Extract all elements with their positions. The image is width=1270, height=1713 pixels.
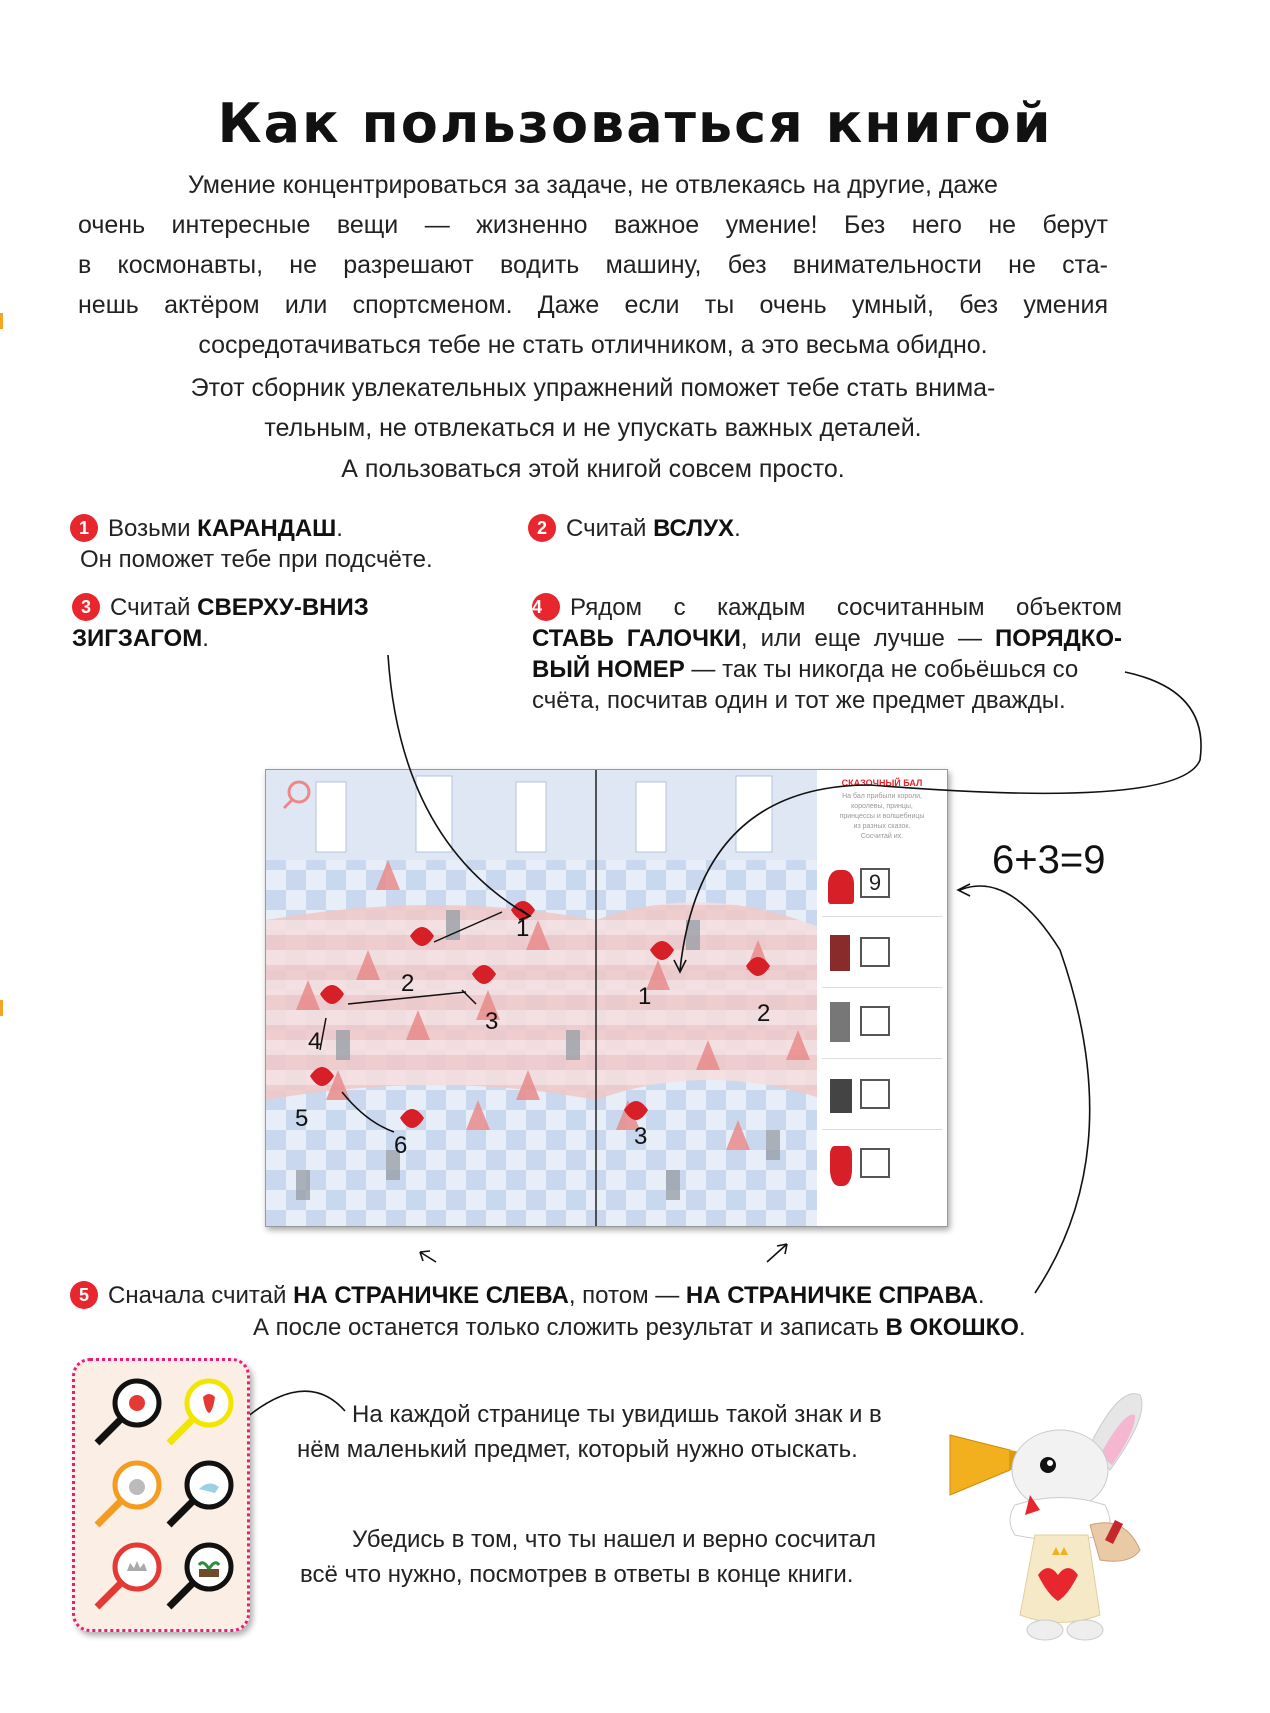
equation: 6+3=9 (992, 838, 1106, 882)
step-number-badge: 4 (532, 593, 560, 621)
panel-text: На бал прибыли короли, королевы, принцы, принцессы и волшебницы из разных сказок. Сосчитай их. (839, 793, 925, 840)
step-2: 2 Считай ВСЛУХ. (528, 513, 928, 544)
crown-icon (97, 1545, 159, 1607)
page-title: Как пользоваться книгой (217, 92, 1053, 155)
mouse-icon (97, 1463, 159, 1525)
count-label: 3 (634, 1123, 648, 1150)
count-label: 4 (308, 1028, 322, 1055)
count-label: 2 (401, 970, 415, 997)
step-number-badge: 1 (70, 514, 98, 542)
intro-line-4: нешь актёром или спортсменом. Даже если ты очень умный, без умения (78, 291, 1108, 319)
count-label: 3 (485, 1008, 499, 1035)
note-answers: Убедись в том, что ты нашел и верно сосчитал всё что нужно, посмотрев в ответы в конце книги. (300, 1526, 877, 1588)
intro-line-2: очень интересные вещи — жизненно важное умение! Без него не берут (78, 211, 1108, 239)
step-number-badge: 3 (72, 593, 100, 621)
arrow-step4 (680, 672, 1201, 970)
intro-line-1: Умение концентрироваться за задаче, не отвлекаясь на другие, даже (188, 171, 998, 199)
step-number-badge: 2 (528, 514, 556, 542)
count-label: 1 (516, 915, 530, 942)
intro-line-3: в космонавты, не разрешают водить машину, без внимательности не ста- (78, 251, 1108, 279)
magnifier-sign-card (72, 1358, 250, 1632)
magnifier-grid (75, 1361, 247, 1629)
intro-line-8: А пользоваться этой книгой совсем просто. (341, 455, 845, 483)
count-label: 1 (638, 983, 652, 1010)
count-label: 6 (394, 1132, 408, 1159)
arrow-sum (960, 886, 1090, 1293)
step-5-line-2: А после останется только сложить результат и записать В ОКОШКО. (253, 1314, 1026, 1341)
answer-box[interactable]: 9 (860, 868, 890, 898)
intro-line-7: тельным, не отвлекаться и не упускать важных деталей. (264, 414, 922, 442)
intro-line-6: Этот сборник увлекательных упражнений поможет тебе стать внима- (190, 374, 996, 402)
sprout-icon (169, 1545, 231, 1607)
arrow-step3 (388, 655, 528, 915)
intro-line-5: сосредотачиваться тебе не стать отличником, а это весьма обидно. (198, 331, 988, 359)
step-number-badge: 5 (70, 1281, 98, 1309)
white-rabbit-herald-illustration (940, 1375, 1170, 1675)
panel-title: СКАЗОЧНЫЙ БАЛ (841, 778, 923, 788)
step-3: 3 Считай СВЕРХУ-ВНИЗ ЗИГЗАГОМ. (72, 594, 369, 652)
arrowhead (958, 884, 970, 896)
slipper-icon (169, 1463, 231, 1525)
arrow-right-page (767, 1244, 787, 1262)
strawberry-icon (169, 1381, 231, 1443)
step-5: 5 Сначала считай НА СТРАНИЧКЕ СЛЕВА, потом — НА СТРАНИЧКЕ СПРАВА. (70, 1280, 1170, 1311)
tomato-icon (97, 1381, 159, 1443)
note-sign: На каждой странице ты увидишь такой знак и в нём маленький предмет, который нужно отыскать. (297, 1401, 882, 1463)
count-label: 2 (757, 1000, 771, 1027)
count-label: 5 (295, 1105, 309, 1132)
step-4: 4 Рядом с каждым сосчитанным объектом СТАВЬ ГАЛОЧКИ, или еще лучше — ПОРЯДКО- ВЫЙ НОМЕР — так ты никогда не собьёшься со счёта, посчитав один и тот же предмет дважды. (532, 594, 1123, 714)
step-1: 1 Возьми КАРАНДАШ. Он поможет тебе при подсчёте. (70, 513, 510, 575)
